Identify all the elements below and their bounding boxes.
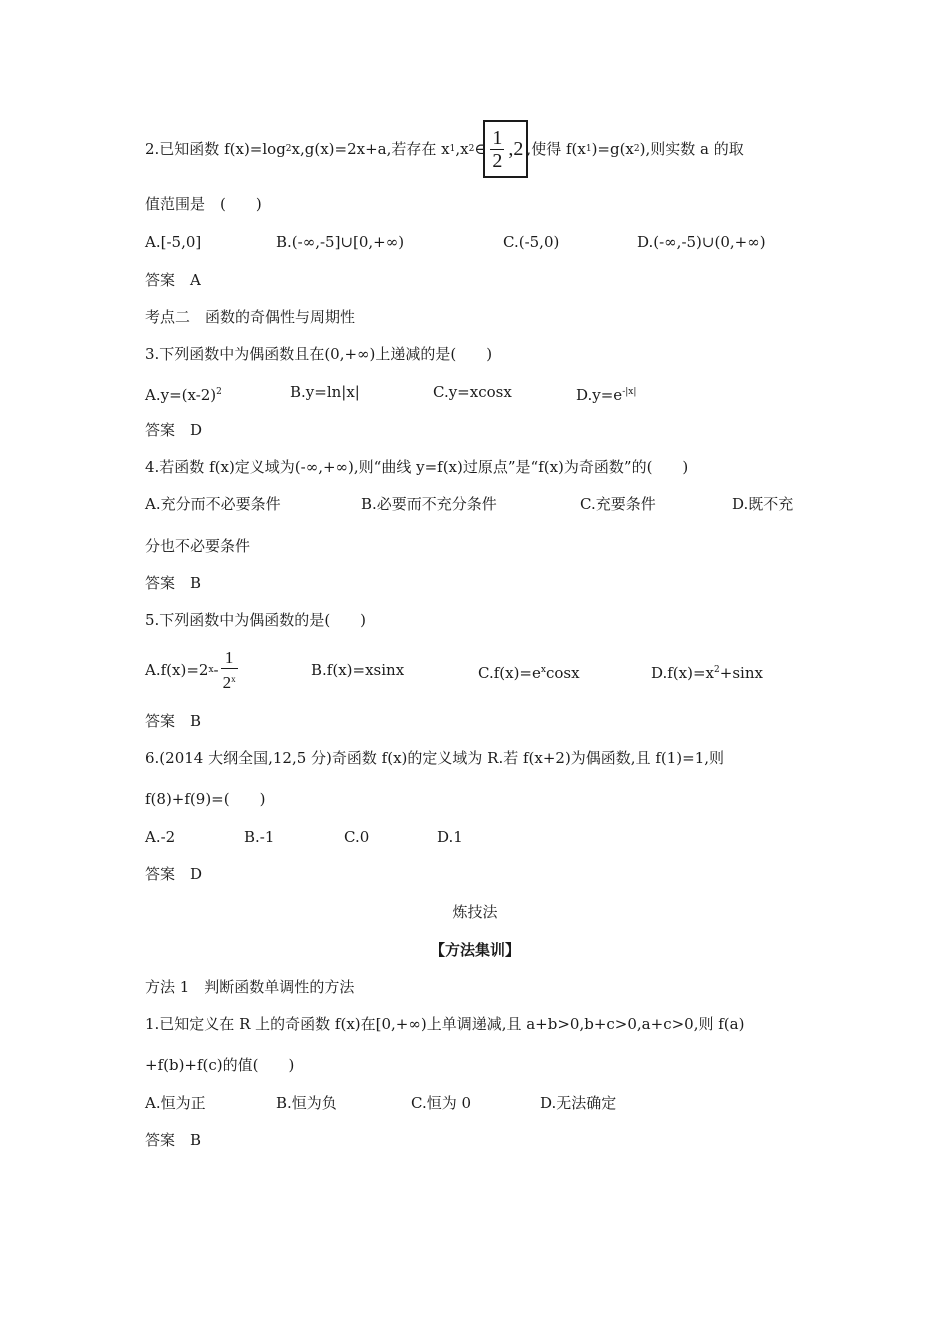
q2-answer: 答案 A [145, 271, 201, 289]
fraction-numerator: 1 [492, 126, 503, 149]
q5-option-a: A.f(x)=2 x - $\frac{1}{2^x}$ [145, 647, 236, 692]
q3-option-b: B.y=ln|x| [290, 383, 360, 401]
q2-text-f: )=g(x [591, 140, 634, 158]
method-collection-heading: 【方法集训】 [429, 941, 520, 959]
q2-sub-2: 2 [285, 144, 292, 154]
q5-option-b: B.f(x)=xsinx [311, 661, 405, 679]
question-4-stem: 4.若函数 f(x)定义域为(-∞,+∞),则“曲线 y=f(x)过原点”是“f(x)为奇函数”的( ) [145, 458, 689, 476]
q6-option-c: C.0 [344, 828, 370, 846]
q4-option-a: A.充分而不必要条件 [145, 495, 281, 513]
section-heading-2: 考点二 函数的奇偶性与周期性 [145, 308, 356, 326]
method1-q1-stem-continued: +f(b)+f(c)的值( ) [145, 1056, 295, 1074]
q2-text-c: ,x [455, 140, 469, 158]
q4-option-c: C.充要条件 [580, 495, 656, 513]
q3-option-d: $D.y=e^{-|x|}$ [576, 386, 637, 404]
q2-text-e: ,使得 f(x [526, 140, 586, 158]
q3-answer: 答案 D [145, 421, 203, 439]
fraction-one-half [490, 127, 504, 172]
m1q1-answer: 答案 B [145, 1131, 202, 1149]
interval-upper: ,2 [508, 138, 524, 160]
m1q1-option-a: A.恒为正 [145, 1094, 206, 1112]
q2-sub-e1: 1 [585, 144, 592, 154]
q2-option-b: B.(-∞,-5]∪[0,+∞) [276, 233, 405, 251]
q2-text-a: 2.已知函数 f(x)=log [145, 140, 286, 158]
q2-text-b: x,g(x)=2x+a,若存在 x [291, 140, 450, 158]
q3-option-c: C.y=xcosx [433, 383, 512, 401]
q3-option-a: $A.y=(x-2)^2$ [145, 386, 222, 404]
q2-sub-x2: 2 [468, 144, 475, 154]
q6-option-d: D.1 [437, 828, 463, 846]
q6-stem-continued: f(8)+f(9)=( ) [145, 790, 266, 808]
q5-option-d: $D.f(x)=x^2+\sin x$ [651, 664, 763, 682]
q2-stem-continued: 值范围是 ( ) [145, 195, 262, 213]
question-5-stem: 5.下列函数中为偶函数的是( ) [145, 611, 367, 629]
q5-option-c: $C.f(x)=e^x\cos x$ [478, 664, 580, 682]
q2-text-d: ∈ [474, 140, 486, 158]
fraction-denominator: 2 [492, 149, 503, 172]
interval-bracket [485, 120, 526, 178]
question-6-stem: 6.(2014 大纲全国,12,5 分)奇函数 f(x)的定义域为 R.若 f(x+2)为偶函数,且 f(1)=1,则 [145, 749, 725, 767]
m1q1-option-c: C.恒为 0 [411, 1094, 472, 1112]
method1-question-1-stem: 1.已知定义在 R 上的奇函数 f(x)在[0,+∞)上单调递减,且 a+b>0,b+c>0,a+c>0,则 f(a) [145, 1015, 745, 1033]
q6-option-b: B.-1 [244, 828, 275, 846]
q5-fraction: $\frac{1}{2^x}$ [222, 647, 236, 692]
question-2-stem [145, 122, 744, 176]
method-1-heading: 方法 1 判断函数单调性的方法 [145, 978, 355, 996]
part-heading: 炼技法 [452, 903, 498, 921]
q5-answer: 答案 B [145, 712, 202, 730]
question-3-stem: 3.下列函数中为偶函数且在(0,+∞)上递减的是( ) [145, 345, 493, 363]
q6-answer: 答案 D [145, 865, 203, 883]
q4-answer: 答案 B [145, 574, 202, 592]
m1q1-option-d: D.无法确定 [540, 1094, 617, 1112]
q6-option-a: A.-2 [145, 828, 176, 846]
q2-option-c: C.(-5,0) [503, 233, 560, 251]
m1q1-option-b: B.恒为负 [276, 1094, 337, 1112]
q4-option-d-continued: 分也不必要条件 [145, 537, 251, 555]
q2-option-a: A.[-5,0] [145, 233, 202, 251]
q4-option-d: D.既不充 [732, 495, 794, 513]
q2-sub-f2: 2 [633, 144, 640, 154]
q2-option-d: D.(-∞,-5)∪(0,+∞) [637, 233, 766, 251]
q2-text-g: ),则实数 a 的取 [639, 140, 744, 158]
q2-sub-x1: 1 [449, 144, 456, 154]
q4-option-b: B.必要而不充分条件 [361, 495, 497, 513]
